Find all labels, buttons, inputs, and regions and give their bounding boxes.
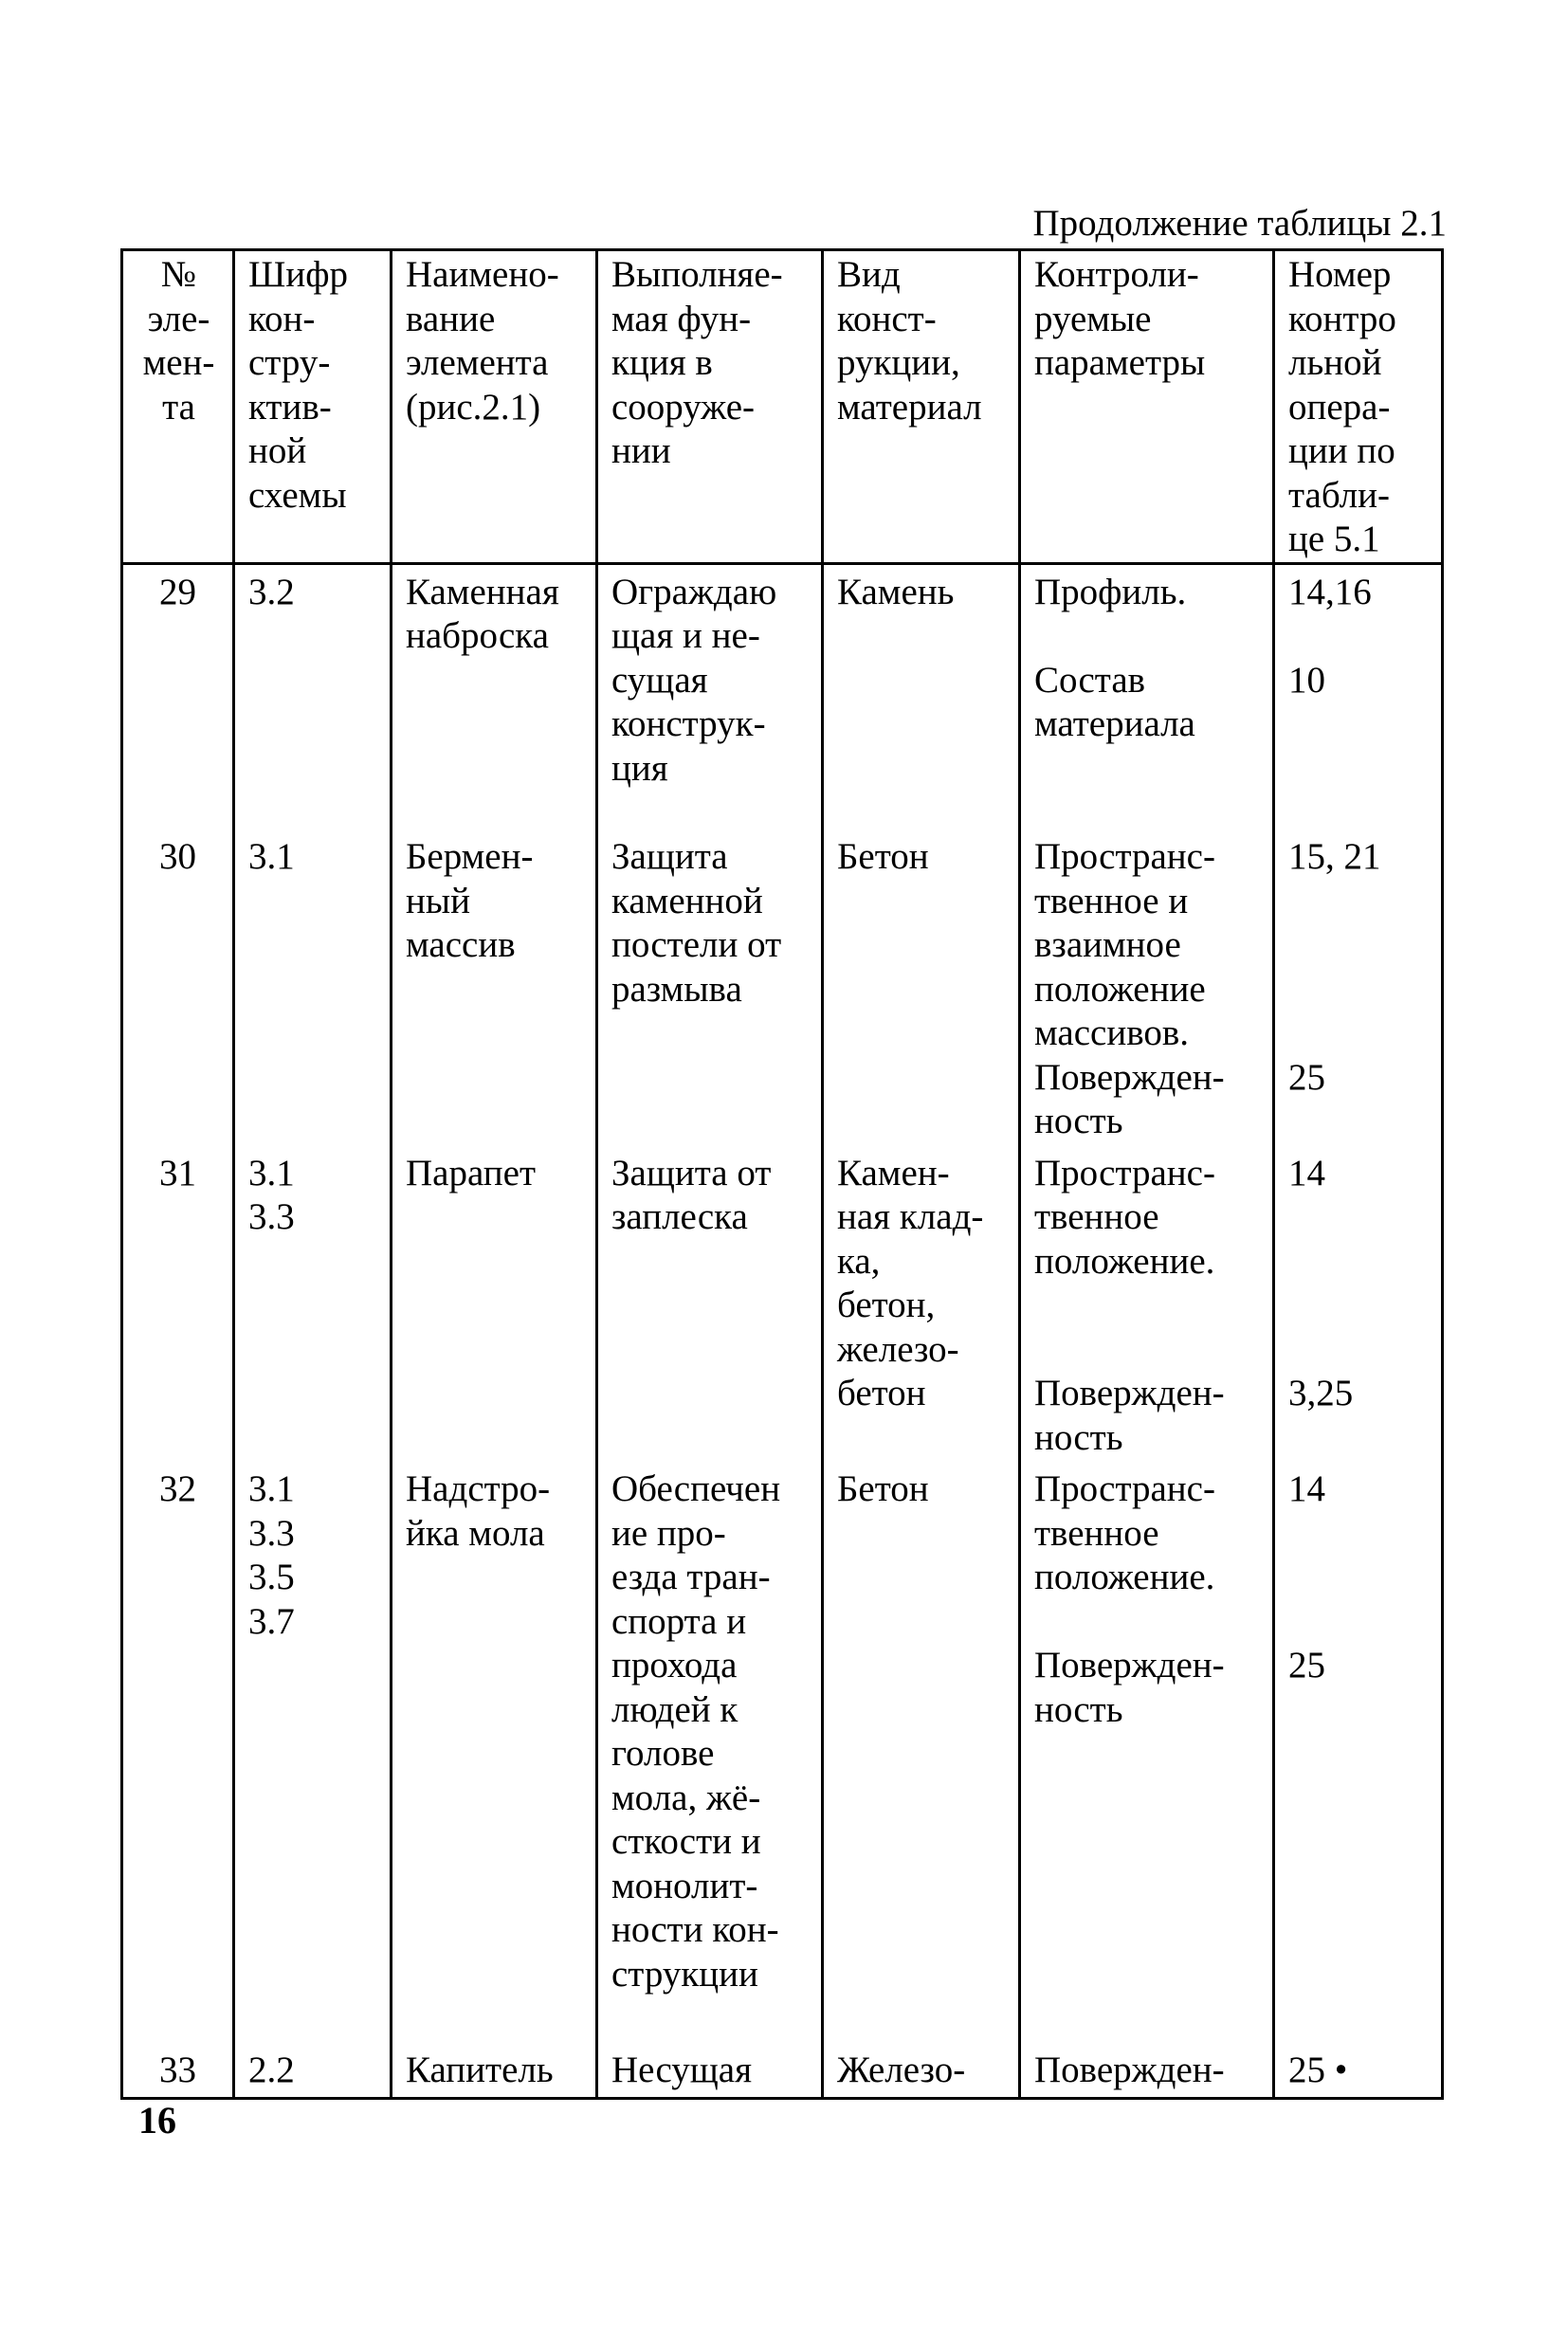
cell-scheme-code: 3.1 [234, 828, 392, 1144]
cell-parameters: Профиль. Состав материала [1020, 563, 1274, 828]
cell-element-name: Капитель [392, 2041, 597, 2098]
cell-material: Бетон [823, 828, 1020, 1144]
table-caption: Продолжение таблицы 2.1 [1032, 203, 1447, 244]
cell-element-name: Надстро- йка мола [392, 1460, 597, 2041]
header-element-name: Наимено- вание элемента (рис.2.1) [392, 250, 597, 564]
cell-material: Камен- ная клад- ка, бетон, железо- бетон [823, 1144, 1020, 1461]
cell-element-number: 29 [122, 563, 234, 828]
cell-operation-number: 14 25 [1274, 1460, 1443, 2041]
header-controlled-parameters: Контроли- руемые параметры [1020, 250, 1274, 564]
cell-scheme-code: 2.2 [234, 2041, 392, 2098]
cell-operation-number: 14 3,25 [1274, 1144, 1443, 1461]
header-scheme-code: Шифр кон- стру- ктив- ной схемы [234, 250, 392, 564]
header-operation-number: Номер контро льной опера- ции по табли- це 5.1 [1274, 250, 1443, 564]
cell-element-name: Парапет [392, 1144, 597, 1461]
cell-function: Защита каменной постели от размыва [597, 828, 823, 1144]
cell-function: Несущая [597, 2041, 823, 2098]
table-row [122, 563, 1443, 828]
header-construction-material: Вид конст- рукции, материал [823, 250, 1020, 564]
table-header-row [122, 250, 1443, 564]
cell-element-number: 33 [122, 2041, 234, 2098]
cell-parameters: Пространс- твенное положение. Повержден- ность [1020, 1460, 1274, 2041]
cell-scheme-code: 3.1 3.3 3.5 3.7 [234, 1460, 392, 2041]
cell-function: Ограждаю щая и не- сущая конструк- ция [597, 563, 823, 828]
cell-operation-number: 25 • [1274, 2041, 1443, 2098]
cell-element-name: Бермен- ный массив [392, 828, 597, 1144]
header-element-number: № эле- мен- та [122, 250, 234, 564]
cell-element-number: 31 [122, 1144, 234, 1461]
cell-operation-number: 15, 21 25 [1274, 828, 1443, 1144]
table-row [122, 1144, 1443, 1461]
cell-parameters: Пространс- твенное и взаимное положение массивов. Повержден- ность [1020, 828, 1274, 1144]
elements-table [120, 248, 1444, 2100]
page-number: 16 [138, 2099, 176, 2141]
cell-element-number: 30 [122, 828, 234, 1144]
table-row [122, 2041, 1443, 2098]
header-function: Выполняе- мая фун- кция в сооруже- нии [597, 250, 823, 564]
cell-parameters: Повержден- [1020, 2041, 1274, 2098]
cell-element-number: 32 [122, 1460, 234, 2041]
cell-function: Защита от заплеска [597, 1144, 823, 1461]
cell-element-name: Каменная наброска [392, 563, 597, 828]
cell-function: Обеспечен ие про- езда тран- спорта и прохода людей к голове мола, жё- сткости и монолит- ности кон- струкции [597, 1460, 823, 2041]
table-row [122, 1460, 1443, 2041]
table-row [122, 828, 1443, 1144]
cell-material: Камень [823, 563, 1020, 828]
cell-scheme-code: 3.1 3.3 [234, 1144, 392, 1461]
cell-operation-number: 14,16 10 [1274, 563, 1443, 828]
cell-material: Железо- [823, 2041, 1020, 2098]
cell-scheme-code: 3.2 [234, 563, 392, 828]
cell-parameters: Пространс- твенное положение. Повержден- ность [1020, 1144, 1274, 1461]
cell-material: Бетон [823, 1460, 1020, 2041]
